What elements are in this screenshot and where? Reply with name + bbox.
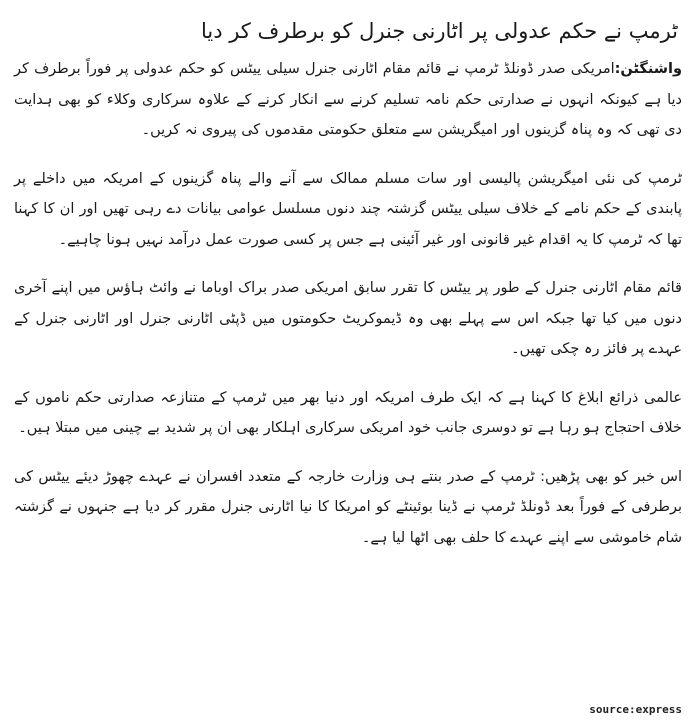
paragraph-3-text: قائم مقام اٹارنی جنرل کے طور پر ییٹس کا تقرر سابق امریکی صدر براک اوباما نے وائٹ ہاؤس میں اپنے آخری دنوں میں کیا تھا جبکہ اس سے پہلے بھی وہ ڈیموکریٹ حکومتوں میں ڈپٹی اٹارنی جنرل اور اٹارنی جنرل کے عہدے پر فائز رہ چکی تھیں۔ (14, 280, 682, 357)
article (14, 12, 682, 571)
paragraph-4-text: عالمی ذرائع ابلاغ کا کہنا ہے کہ ایک طرف امریکہ اور دنیا بھر میں ٹرمپ کے متنازعہ صدارتی حکم ناموں کے خلاف احتجاج ہو رہا ہے تو دوسری جانب خود امریکی سرکاری اہلکار بھی ان پر شدید بے چینی میں مبتلا ہیں۔ (14, 389, 682, 436)
paragraph-2-text: ٹرمپ کی نئی امیگریشن پالیسی اور سات مسلم ممالک سے آنے والے پناہ گزینوں کے امریکہ میں داخلے پر پابندی کے حکم نامے کے خلاف سیلی ییٹس گزشتہ چند دنوں مسلسل عوامی بیانات دے رہی تھیں اور ان کا کہنا تھا کہ ٹرمپ کا یہ اقدام غیر قانونی اور غیر آئینی ہے جس پر کسی صورت عمل درآمد نہیں ہونا چاہیے۔ (14, 170, 682, 248)
article-title: ٹرمپ نے حکم عدولی پر اٹارنی جنرل کو برطرف کر دیا (200, 19, 678, 43)
paragraph-1-text: امریکی صدر ڈونلڈ ٹرمپ نے قائم مقام اٹارنی جنرل سیلی ییٹس کو حکم عدولی پر فوراً برطرف کر دیا ہے کیونکہ انہوں نے صدارتی حکم نامہ تسلیم کرنے سے انکار کرنے کے علاوہ سرکاری وکلاء کو بھی ہدایت دی تھی کہ وہ پناہ گزینوں اور امیگریشن سے متعلق حکومتی مقدموں کی پیروی نہ کریں۔ (14, 61, 682, 138)
paragraph-4 (14, 383, 682, 444)
paragraph-1 (14, 54, 682, 146)
source-credit: source:express (589, 703, 682, 716)
dateline: واشنگٹن: (614, 61, 682, 77)
paragraph-5 (14, 462, 682, 554)
paragraph-2 (14, 164, 682, 256)
paragraph-5-text: اس خبر کو بھی پڑھیں: ٹرمپ کے صدر بنتے ہی وزارت خارجہ کے متعدد افسران نے عہدے چھوڑ دیئے ییٹس کی برطرفی کے فوراً بعد ڈونلڈ ٹرمپ نے ڈینا بوئینٹے کو امریکا کا نیا اٹارنی جنرل مقرر کر دیا ہے جنہوں نے گزشتہ شام خاموشی سے اپنے عہدے کا حلف بھی اٹھا لیا ہے۔ (14, 468, 682, 546)
paragraph-3 (14, 273, 682, 365)
